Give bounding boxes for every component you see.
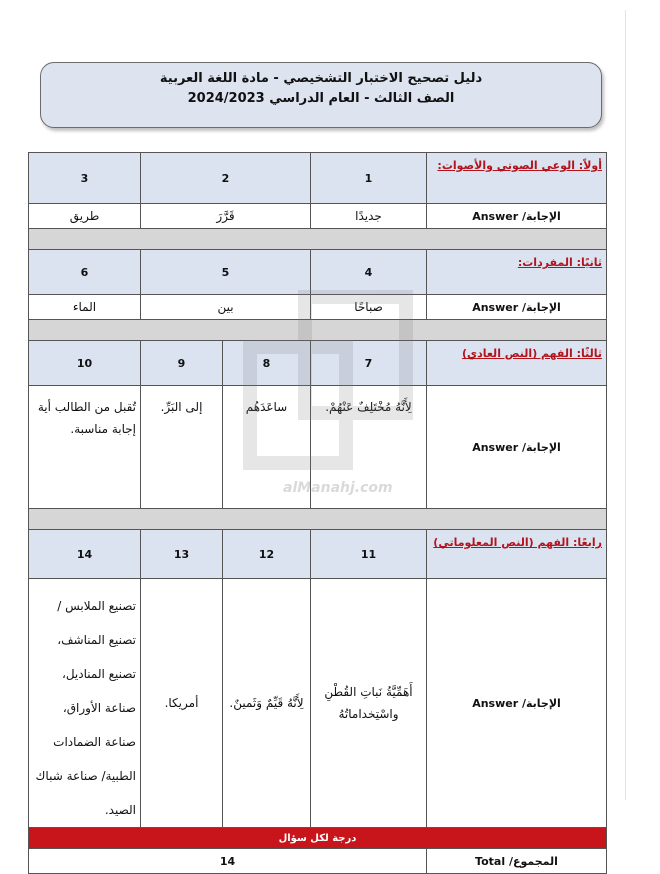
answer-cell: صباحًا: [311, 295, 427, 320]
answer-cell: أَهَمِّيَّةُ نَباتِ القُطْنِ واسْتِخداماتُهُ: [311, 579, 427, 828]
question-number: 11: [311, 530, 427, 579]
separator-row: [29, 320, 607, 341]
answer-cell: جديدًا: [311, 204, 427, 229]
section-4-answers-row: [29, 579, 607, 828]
title-line-2: الصف الثالث - العام الدراسي 2024/2023: [187, 91, 455, 106]
question-number: 2: [141, 153, 311, 204]
answer-cell: لِأَنَّهُ قَيِّمٌ وَثَمينٌ.: [223, 579, 311, 828]
question-number: 6: [29, 250, 141, 295]
answer-cell: بين: [141, 295, 311, 320]
degree-note-row: [29, 828, 607, 849]
watermark-text: alManahj.com: [283, 480, 393, 496]
degree-note: درجة لكل سؤال: [29, 828, 607, 849]
answer-label: الإجابة/ Answer: [427, 579, 607, 828]
answer-label: الإجابة/ Answer: [427, 204, 607, 229]
question-number: 9: [141, 341, 223, 386]
answer-cell: قَرَّرَ: [141, 204, 311, 229]
answer-label: الإجابة/ Answer: [427, 295, 607, 320]
question-number: 10: [29, 341, 141, 386]
answer-label: الإجابة/ Answer: [427, 386, 607, 509]
total-label: المجموع/ Total: [427, 849, 607, 874]
section-4-numbers-row: [29, 530, 607, 579]
question-number: 5: [141, 250, 311, 295]
title-box: [40, 62, 602, 128]
section-2-answers-row: [29, 295, 607, 320]
question-number: 3: [29, 153, 141, 204]
question-number: 14: [29, 530, 141, 579]
answer-key-table: [28, 152, 607, 874]
answer-cell: ساعَدَهُم: [223, 386, 311, 509]
question-number: 1: [311, 153, 427, 204]
total-value: 14: [29, 849, 427, 874]
section-1-title: أولاً: الوعي الصوتي والأصوات:: [427, 153, 607, 204]
page-edge: [625, 10, 626, 800]
section-1-numbers-row: [29, 153, 607, 204]
answer-cell: تُقبل من الطالب أية إجابة مناسبة.: [29, 386, 141, 509]
section-2-title: ثانيًا: المفردات:: [427, 250, 607, 295]
section-2-numbers-row: [29, 250, 607, 295]
section-1-answers-row: [29, 204, 607, 229]
answer-cell: أمريكا.: [141, 579, 223, 828]
section-3-title: ثالثًا: الفهم (النص العادي): [427, 341, 607, 386]
question-number: 13: [141, 530, 223, 579]
question-number: 4: [311, 250, 427, 295]
separator-row: [29, 229, 607, 250]
section-3-answers-row: [29, 386, 607, 509]
section-3-numbers-row: [29, 341, 607, 386]
question-number: 8: [223, 341, 311, 386]
answer-cell: إلى البَرِّ.: [141, 386, 223, 509]
answer-cell: تصنيع الملابس / تصنيع المناشف، تصنيع المناديل، صناعة الأوراق، صناعة الضمادات الطبية/ صناعة شباك الصيد.: [29, 579, 141, 828]
answer-cell: طريق: [29, 204, 141, 229]
title-line-1: دليل تصحيح الاختبار التشخيصي - مادة اللغة العربية: [159, 71, 483, 86]
total-row: [29, 849, 607, 874]
question-number: 12: [223, 530, 311, 579]
separator-row: [29, 509, 607, 530]
question-number: 7: [311, 341, 427, 386]
section-4-title: رابعًا: الفهم (النص المعلوماتي): [427, 530, 607, 579]
answer-cell: الماء: [29, 295, 141, 320]
answer-cell: لِأَنَّهُ مُخْتَلِفٌ عَنْهُمْ.: [311, 386, 427, 509]
